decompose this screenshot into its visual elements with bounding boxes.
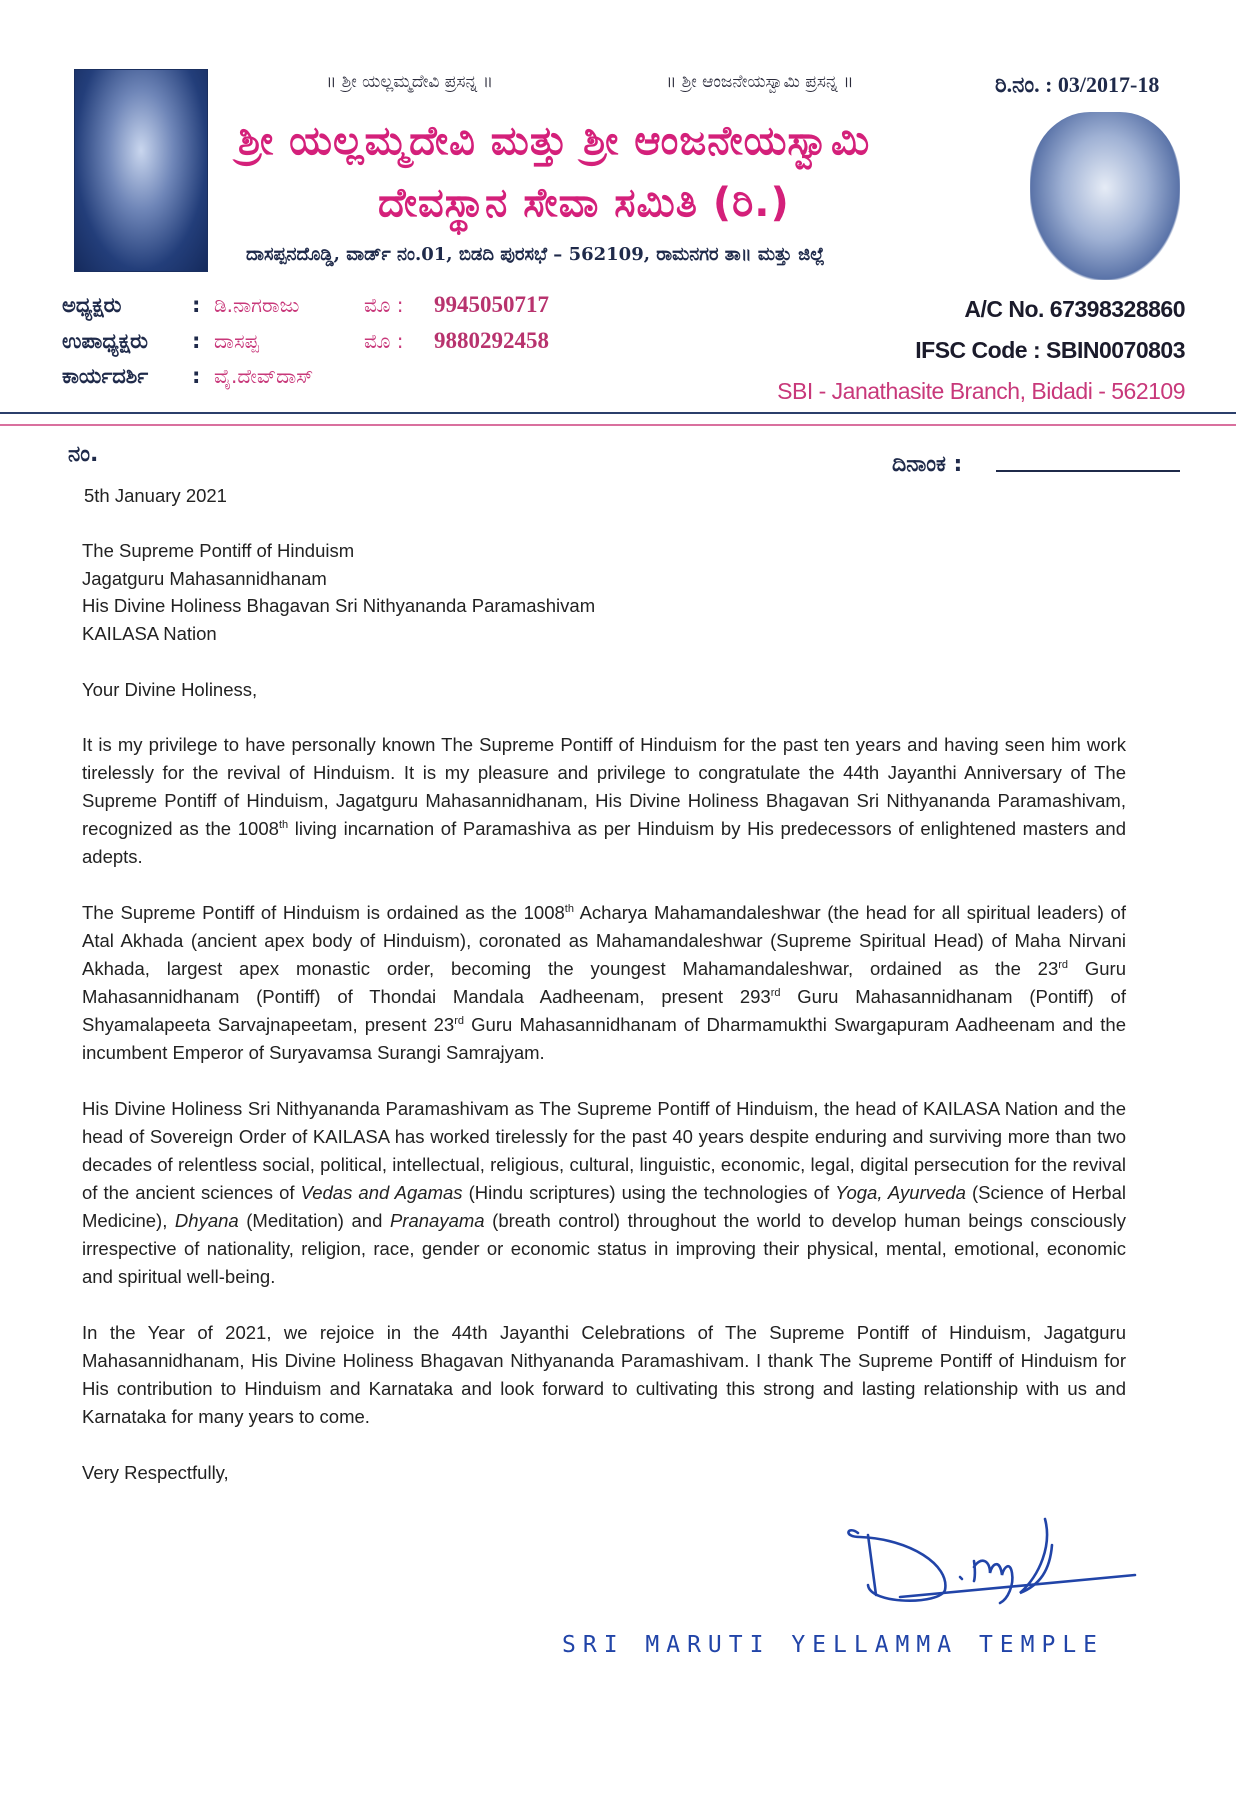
- date-blank-line: [996, 470, 1180, 472]
- signature-icon: [840, 1515, 1160, 1605]
- colon: :: [192, 329, 201, 353]
- colon: :: [192, 364, 201, 388]
- recipient-line: His Divine Holiness Bhagavan Sri Nithyananda Paramashivam: [82, 595, 596, 616]
- closing: Very Respectfully,: [82, 1462, 229, 1483]
- officer-role: ಅಧ್ಯಕ್ಷರು: [62, 293, 122, 317]
- letter-date: 5th January 2021: [84, 485, 227, 506]
- temple-address: ದಾಸಪ್ಪನದೊಡ್ಡಿ, ವಾರ್ಡ್ ನಂ.01, ಬಿಡದಿ ಪುರಸಭೆ – 562109, ರಾಮನಗರ ತಾ॥ ಮತ್ತು ಜಿಲ್ಲೆ: [246, 244, 825, 265]
- mobile-label: ಮೊ :: [364, 293, 404, 317]
- paragraph-3: His Divine Holiness Sri Nithyananda Paramashivam as The Supreme Pontiff of Hinduism, the head of KAILASA Nation and the head of Sovereign Order of KAILASA has worked tirelessly for the past 40 years despite enduring and surviving more than two decades of relentless social, political, intellectual, religious, cultural, linguistic, economic, legal, digital persecution for the revival of the ancient sciences of Vedas and Agamas (Hindu scriptures) using the technologies of Yoga, Ayurveda (Science of Herbal Medicine), Dhyana (Meditation) and Pranayama (breath control) throughout the world to develop human beings consciously irrespective of nationality, religion, race, gender or economic status in improving their physical, mental, emotional, economic and spiritual well-being.: [82, 1098, 1126, 1287]
- hanuman-photo: [1030, 112, 1180, 280]
- invocation-left: ॥ ಶ್ರೀ ಯಲ್ಲಮ್ಮದೇವಿ ಪ್ರಸನ್ನ ॥: [326, 72, 493, 92]
- yellamma-devi-photo: [74, 69, 208, 272]
- recipient-line: Jagatguru Mahasannidhanam: [82, 567, 327, 589]
- mobile-number: 9880292458: [434, 328, 549, 353]
- colon: :: [192, 293, 201, 317]
- recipient-line: The Supreme Pontiff of Hinduism: [82, 540, 355, 561]
- paragraph-4: In the Year of 2021, we rejoice in the 44th Jayanthi Celebrations of The Supreme Pontiff of Hinduism, Jagatguru Mahasannidhanam, His Divine Holiness Bhagavan Nithyananda Paramashivam. I thank The Supreme Pontiff of Hinduism for His contribution to Hinduism and Karnataka and look forward to cultivating this strong and lasting relationship with us and Karnataka for many years to come.: [82, 1322, 1126, 1427]
- officer-row-president: [62, 292, 622, 328]
- temple-title-line2: ದೇವಸ್ಥಾನ ಸೇವಾ ಸಮಿತಿ (ರಿ.): [378, 180, 790, 226]
- number-label: ನಂ.: [68, 442, 99, 467]
- temple-title-line1: ಶ್ರೀ ಯಲ್ಲಮ್ಮದೇವಿ ಮತ್ತು ಶ್ರೀ ಆಂಜನೇಯಸ್ವಾಮಿ: [238, 118, 871, 164]
- officer-name: ವೈ.ದೇವ್‌ದಾಸ್: [214, 364, 314, 388]
- salutation: Your Divine Holiness,: [82, 679, 258, 700]
- date-label: ದಿನಾಂಕ :: [892, 452, 963, 477]
- officer-name: ದಾಸಪ್ಪ: [214, 329, 259, 353]
- officer-role: ಕಾರ್ಯದರ್ಶಿ: [62, 364, 149, 388]
- header-divider-blue: [0, 412, 1236, 414]
- registration-number: ರಿ.ನಂ. : 03/2017-18: [995, 72, 1160, 97]
- recipient-block: [82, 537, 595, 647]
- bank-branch: SBI - Janathasite Branch, Bidadi - 562109: [777, 378, 1185, 404]
- header-divider-pink: [0, 424, 1236, 426]
- recipient-line: KAILASA Nation: [82, 622, 217, 644]
- paragraph-2: The Supreme Pontiff of Hinduism is ordained as the 1008th Acharya Mahamandaleshwar (the head for all spiritual leaders) of Atal Akhada (ancient apex body of Hinduism), coronated as Mahamandaleshwar (Supreme Spiritual Head) of Maha Nirvani Akhada, largest apex monastic order, becoming the youngest Mahamandaleshwar, ordained as the 23rd Guru Mahasannidhanam (Pontiff) of Thondai Mandala Aadheenam, present 293rd Guru Mahasannidhanam (Pontiff) of Shyamalapeeta Sarvajnapeetam, present 23rd Guru Mahasannidhanam of Dharmamukthi Swargapuram Aadheenam and the incumbent Emperor of Suryavamsa Surangi Samrajyam.: [82, 902, 1126, 1063]
- officers-block: [62, 292, 622, 400]
- officer-name: ಡಿ.ನಾಗರಾಜು: [214, 293, 300, 317]
- mobile-number: 9945050717: [434, 292, 549, 317]
- paragraph-1: It is my privilege to have personally known The Supreme Pontiff of Hinduism for the past ten years and having seen him work tirelessly for the revival of Hinduism. It is my pleasure and privilege to congratulate the 44th Jayanthi Anniversary of The Supreme Pontiff of Hinduism, Jagatguru Mahasannidhanam, His Divine Holiness Bhagavan Sri Nithyananda Paramashivam, recognized as the 1008th living incarnation of Paramashiva as per Hinduism by His predecessors of enlightened masters and adepts.: [82, 734, 1127, 867]
- invocation-right: ॥ ಶ್ರೀ ಆಂಜನೇಯಸ್ವಾಮಿ ಪ್ರಸನ್ನ ॥: [666, 72, 854, 92]
- letter-body: [82, 731, 1126, 1515]
- officer-role: ಉಪಾಧ್ಯಕ್ಷರು: [62, 329, 148, 353]
- bank-ifsc: IFSC Code : SBIN0070803: [915, 337, 1185, 363]
- bank-account: A/C No. 67398328860: [964, 296, 1185, 322]
- officer-row-vice-president: [62, 328, 622, 364]
- mobile-label: ಮೊ :: [364, 329, 404, 353]
- signatory-name: SRI MARUTI YELLAMMA TEMPLE: [562, 1632, 1105, 1658]
- officer-row-secretary: [62, 364, 622, 400]
